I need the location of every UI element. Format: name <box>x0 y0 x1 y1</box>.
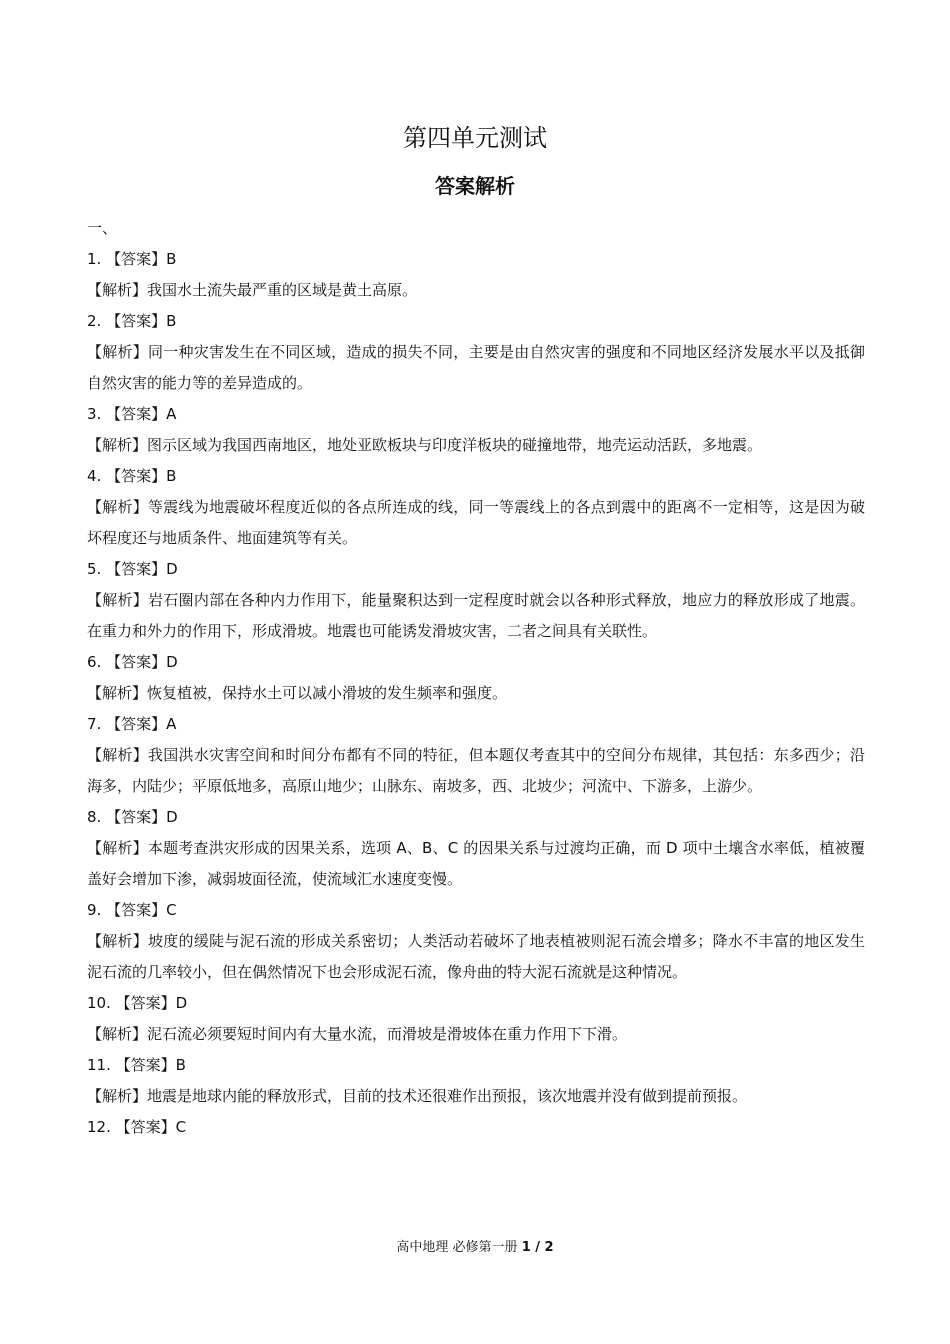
analysis-3: 【解析】图示区域为我国西南地区，地处亚欧板块与印度洋板块的碰撞地带，地壳运动活跃，多地震。 <box>87 436 763 454</box>
analysis-4: 【解析】等震线为地震破坏程度近似的各点所连成的线，同一等震线上的各点到震中的距离不一定相等，这是因为破坏程度还与地质条件、地面建筑等有关。 <box>87 498 865 547</box>
analysis-11: 【解析】地震是地球内能的释放形式，目前的技术还很难作出预报，该次地震并没有做到提前预报。 <box>87 1087 748 1105</box>
answer-3: 3. 【答案】A <box>87 405 177 423</box>
answer-7: 7. 【答案】A <box>87 715 177 733</box>
analysis-1: 【解析】我国水土流失最严重的区域是黄土高原。 <box>87 281 418 299</box>
answer-8: 8. 【答案】D <box>87 808 178 826</box>
analysis-9: 【解析】坡度的缓陡与泥石流的形成关系密切；人类活动若破坏了地表植被则泥石流会增多；降水不丰富的地区发生泥石流的几率较小，但在偶然情况下也会形成泥石流，像舟曲的特大泥石流就是这种情况。 <box>87 932 865 981</box>
page-footer <box>0 1238 950 1258</box>
footer-course: 高中地理 必修第一册 <box>396 1240 518 1255</box>
answer-5: 5. 【答案】D <box>87 560 178 578</box>
answer-6: 6. 【答案】D <box>87 653 178 671</box>
analysis-10: 【解析】泥石流必须要短时间内有大量水流，而滑坡是滑坡体在重力作用下下滑。 <box>87 1025 628 1043</box>
analysis-8: 【解析】本题考查洪灾形成的因果关系，选项 A、B、C 的因果关系与过渡均正确，而 D 项中土壤含水率低，植被覆盖好会增加下渗，减弱坡面径流，使流域汇水速度变慢。 <box>87 839 865 888</box>
answer-9: 9. 【答案】C <box>87 901 177 919</box>
answer-12: 12. 【答案】C <box>87 1118 187 1136</box>
footer-page-number: 1 / 2 <box>521 1240 554 1255</box>
section-label: 一、 <box>87 219 118 237</box>
answer-list <box>87 213 865 1143</box>
answer-4: 4. 【答案】B <box>87 467 177 485</box>
answer-11: 11. 【答案】B <box>87 1056 186 1074</box>
answer-1: 1. 【答案】B <box>87 250 177 268</box>
answer-10: 10. 【答案】D <box>87 994 188 1012</box>
analysis-6: 【解析】恢复植被，保持水土可以减小滑坡的发生频率和强度。 <box>87 684 508 702</box>
analysis-7: 【解析】我国洪水灾害空间和时间分布都有不同的特征，但本题仅考查其中的空间分布规律，其包括：东多西少；沿海多，内陆少；平原低地多，高原山地少；山脉东、南坡多，西、北坡少；河流中、下游多，上游少。 <box>87 746 865 795</box>
page-subtitle: 答案解析 <box>435 174 515 198</box>
page-title: 第四单元测试 <box>403 124 547 152</box>
analysis-5: 【解析】岩石圈内部在各种内力作用下，能量聚积达到一定程度时就会以各种形式释放，地应力的释放形成了地震。在重力和外力的作用下，形成滑坡。地震也可能诱发滑坡灾害，二者之间具有关联性。 <box>87 591 865 640</box>
analysis-2: 【解析】同一种灾害发生在不同区域，造成的损失不同，主要是由自然灾害的强度和不同地区经济发展水平以及抵御自然灾害的能力等的差异造成的。 <box>87 343 865 392</box>
answer-2: 2. 【答案】B <box>87 312 177 330</box>
